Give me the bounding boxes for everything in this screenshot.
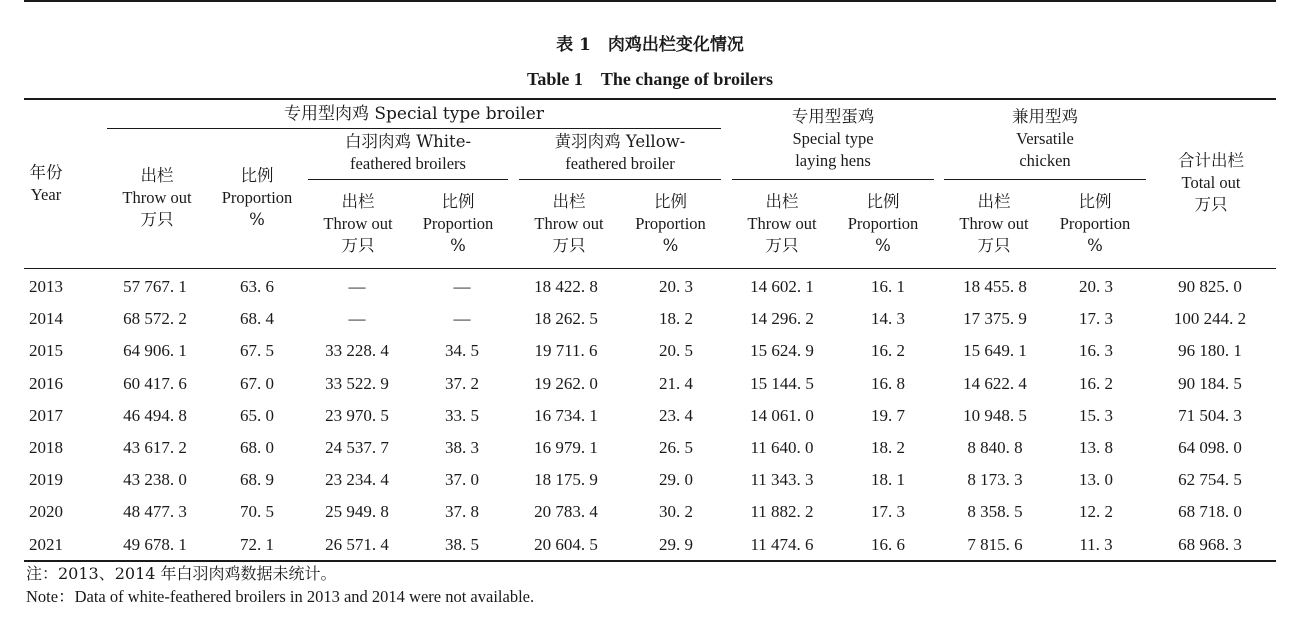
- versatile-throw-out-cell: 8 358. 5: [967, 502, 1023, 522]
- versatile-proportion-cell: 20. 3: [1079, 277, 1113, 296]
- broiler-proportion-cell: 68. 0: [240, 438, 274, 457]
- laying-throw-out-cell: 11 343. 3: [750, 470, 814, 490]
- page-top-rule: [24, 0, 1276, 2]
- total-out-cell: 62 754. 5: [1178, 470, 1242, 490]
- white-proportion-cell: 37. 8: [445, 502, 479, 522]
- laying-hens-header: 专用型蛋鸡 Special type laying hens: [791, 107, 875, 170]
- total-out-cell: 64 098. 0: [1178, 438, 1242, 457]
- year-header: 年份 Year: [29, 163, 63, 204]
- white-throw-out-cell: 33 522. 9: [325, 373, 389, 393]
- laying-proportion-header: 比例 Proportion %: [847, 192, 919, 255]
- total-out-cell: 71 504. 3: [1178, 405, 1242, 425]
- versatile-throw-out-cell: 8 173. 3: [967, 470, 1023, 490]
- table-top-rule: [24, 98, 1276, 100]
- footnote-cn: 注：2013、2014 年白羽肉鸡数据未统计。: [26, 564, 337, 583]
- yellow-throw-out-cell: 18 175. 9: [534, 470, 598, 490]
- white-throw-out-cell: 33 228. 4: [325, 341, 389, 361]
- versatile-proportion-cell: 16. 2: [1079, 373, 1113, 393]
- laying-throw-out-cell: 14 296. 2: [750, 309, 814, 329]
- laying-proportion-cell: 18. 1: [871, 470, 905, 490]
- white-throw-out-cell: 24 537. 7: [325, 438, 389, 457]
- yellow-proportion-cell: 29. 9: [659, 534, 693, 554]
- broiler-throw-out-header: 出栏 Throw out 万只: [122, 166, 192, 229]
- yellow-throw-out-cell: 20 783. 4: [534, 502, 598, 522]
- yellow-throw-out-cell: 18 422. 8: [534, 277, 598, 296]
- table-bottom-rule: [24, 560, 1276, 562]
- yellow-throw-out-cell: 16 734. 1: [534, 405, 598, 425]
- white-group-rule: [308, 179, 508, 180]
- versatile-proportion-cell: 13. 8: [1079, 438, 1113, 457]
- year-cell: 2020: [29, 502, 63, 522]
- broiler-throw-out-cell: 64 906. 1: [123, 341, 187, 361]
- yellow-proportion-cell: 23. 4: [659, 405, 693, 425]
- yellow-throw-out-cell: 19 711. 6: [534, 341, 598, 361]
- white-proportion-cell: 33. 5: [445, 405, 479, 425]
- yellow-proportion-cell: 29. 0: [659, 470, 693, 490]
- white-proportion-cell: 34. 5: [445, 341, 479, 361]
- broiler-proportion-header: 比例 Proportion %: [221, 166, 293, 229]
- white-throw-out-cell: 26 571. 4: [325, 534, 389, 554]
- broiler-proportion-cell: 67. 0: [240, 373, 274, 393]
- versatile-throw-out-cell: 18 455. 8: [963, 277, 1027, 296]
- broiler-throw-out-cell: 57 767. 1: [123, 277, 187, 296]
- broiler-proportion-cell: 68. 4: [240, 309, 274, 329]
- versatile-throw-out-cell: 14 622. 4: [963, 373, 1027, 393]
- white-throw-out-cell: 25 949. 8: [325, 502, 389, 522]
- yellow-proportion-cell: 26. 5: [659, 438, 693, 457]
- yellow-proportion-cell: 30. 2: [659, 502, 693, 522]
- white-proportion-cell: —: [453, 277, 471, 296]
- total-out-cell: 90 825. 0: [1178, 277, 1242, 296]
- broiler-proportion-cell: 68. 9: [240, 470, 274, 490]
- white-throw-out-cell: 23 234. 4: [325, 470, 389, 490]
- laying-throw-out-cell: 15 624. 9: [750, 341, 814, 361]
- laying-throw-out-cell: 14 602. 1: [750, 277, 814, 296]
- broiler-throw-out-cell: 43 617. 2: [123, 438, 187, 457]
- total-out-cell: 100 244. 2: [1173, 309, 1247, 329]
- white-feathered-header: 白羽肉鸡 White- feathered broilers: [344, 132, 472, 173]
- yellow-throw-out-cell: 20 604. 5: [534, 534, 598, 554]
- versatile-chicken-header: 兼用型鸡 Versatile chicken: [1012, 107, 1078, 170]
- year-cell: 2016: [29, 373, 63, 393]
- white-proportion-cell: 38. 3: [445, 438, 479, 457]
- versatile-proportion-cell: 15. 3: [1079, 405, 1113, 425]
- broiler-throw-out-cell: 46 494. 8: [123, 405, 187, 425]
- yellow-throw-out-header: 出栏 Throw out 万只: [534, 192, 604, 255]
- white-proportion-cell: —: [453, 309, 471, 329]
- laying-proportion-cell: 16. 8: [871, 373, 905, 393]
- versatile-throw-out-cell: 17 375. 9: [963, 309, 1027, 329]
- yellow-group-rule: [519, 179, 721, 180]
- broiler-proportion-cell: 63. 6: [240, 277, 274, 296]
- total-out-cell: 68 718. 0: [1178, 502, 1242, 522]
- year-cell: 2019: [29, 470, 63, 490]
- yellow-throw-out-cell: 18 262. 5: [534, 309, 598, 329]
- laying-proportion-cell: 14. 3: [871, 309, 905, 329]
- laying-throw-out-cell: 11 882. 2: [750, 502, 814, 522]
- broiler-throw-out-cell: 48 477. 3: [123, 502, 187, 522]
- total-out-cell: 96 180. 1: [1178, 341, 1242, 361]
- laying-throw-out-cell: 14 061. 0: [750, 405, 814, 425]
- versatile-throw-out-header: 出栏 Throw out 万只: [959, 192, 1029, 255]
- year-cell: 2018: [29, 438, 63, 457]
- broiler-throw-out-cell: 60 417. 6: [123, 373, 187, 393]
- laying-proportion-cell: 16. 1: [871, 277, 905, 296]
- laying-proportion-cell: 18. 2: [871, 438, 905, 457]
- year-cell: 2014: [29, 309, 63, 329]
- versatile-proportion-cell: 16. 3: [1079, 341, 1113, 361]
- yellow-proportion-cell: 21. 4: [659, 373, 693, 393]
- broiler-proportion-cell: 67. 5: [240, 341, 274, 361]
- yellow-feathered-header: 黄羽肉鸡 Yellow- feathered broiler: [554, 132, 686, 173]
- versatile-proportion-cell: 12. 2: [1079, 502, 1113, 522]
- table-title-cn: 表 1 肉鸡出栏变化情况: [556, 35, 744, 55]
- laying-throw-out-cell: 11 640. 0: [750, 438, 814, 457]
- laying-proportion-cell: 16. 2: [871, 341, 905, 361]
- yellow-proportion-cell: 20. 3: [659, 277, 693, 296]
- laying-proportion-cell: 16. 6: [871, 534, 905, 554]
- versatile-throw-out-cell: 10 948. 5: [963, 405, 1027, 425]
- laying-throw-out-cell: 11 474. 6: [750, 534, 814, 554]
- versatile-throw-out-cell: 15 649. 1: [963, 341, 1027, 361]
- total-out-cell: 90 184. 5: [1178, 373, 1242, 393]
- versatile-proportion-header: 比例 Proportion %: [1059, 192, 1131, 255]
- laying-proportion-cell: 17. 3: [871, 502, 905, 522]
- laying-throw-out-header: 出栏 Throw out 万只: [747, 192, 817, 255]
- broiler-throw-out-cell: 68 572. 2: [123, 309, 187, 329]
- versatile-throw-out-cell: 7 815. 6: [967, 534, 1023, 554]
- broiler-proportion-cell: 70. 5: [240, 502, 274, 522]
- versatile-throw-out-cell: 8 840. 8: [967, 438, 1023, 457]
- laying-throw-out-cell: 15 144. 5: [750, 373, 814, 393]
- year-cell: 2021: [29, 534, 63, 554]
- white-throw-out-header: 出栏 Throw out 万只: [323, 192, 393, 255]
- broiler-group-rule: [107, 128, 721, 129]
- versatile-proportion-cell: 11. 3: [1079, 534, 1113, 554]
- yellow-proportion-cell: 20. 5: [659, 341, 693, 361]
- broiler-throw-out-cell: 43 238. 0: [123, 470, 187, 490]
- footnote-en: Note：Data of white-feathered broilers in 2013 and 2014 were not available.: [26, 587, 535, 606]
- white-proportion-cell: 38. 5: [445, 534, 479, 554]
- year-cell: 2015: [29, 341, 63, 361]
- total-out-cell: 68 968. 3: [1178, 534, 1242, 554]
- white-proportion-cell: 37. 2: [445, 373, 479, 393]
- broiler-proportion-cell: 65. 0: [240, 405, 274, 425]
- yellow-proportion-cell: 18. 2: [659, 309, 693, 329]
- versatile-proportion-cell: 13. 0: [1079, 470, 1113, 490]
- white-throw-out-cell: —: [348, 309, 366, 329]
- white-proportion-cell: 37. 0: [445, 470, 479, 490]
- versatile-proportion-cell: 17. 3: [1079, 309, 1113, 329]
- yellow-proportion-header: 比例 Proportion %: [635, 192, 706, 255]
- broiler-proportion-cell: 72. 1: [240, 534, 274, 554]
- total-out-header: 合计出栏 Total out 万只: [1178, 151, 1244, 214]
- header-bottom-rule: [24, 268, 1276, 269]
- broiler-throw-out-cell: 49 678. 1: [123, 534, 187, 554]
- white-throw-out-cell: —: [348, 277, 366, 296]
- white-throw-out-cell: 23 970. 5: [325, 405, 389, 425]
- laying-proportion-cell: 19. 7: [871, 405, 905, 425]
- year-cell: 2017: [29, 405, 63, 425]
- white-proportion-header: 比例 Proportion %: [422, 192, 494, 255]
- year-cell: 2013: [29, 277, 63, 296]
- special-broiler-header: 专用型肉鸡 Special type broiler: [283, 104, 544, 124]
- laying-group-rule: [732, 179, 934, 180]
- yellow-throw-out-cell: 19 262. 0: [534, 373, 598, 393]
- table-title-en: Table 1 The change of broilers: [526, 69, 773, 89]
- yellow-throw-out-cell: 16 979. 1: [534, 438, 598, 457]
- versatile-group-rule: [944, 179, 1146, 180]
